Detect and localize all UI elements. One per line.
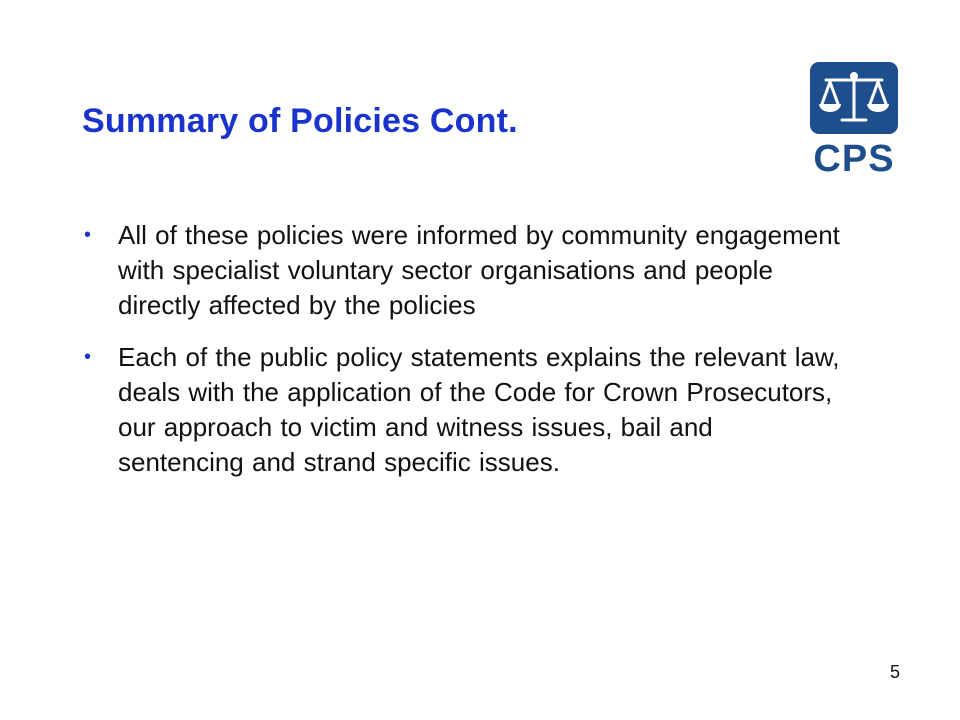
bullet-text: Each of the public policy statements explains the relevant law, deals with the application of the Code for Crown Prosecutors, our approach to victim and witness issues, bail and sentencing and strand specific issues. bbox=[118, 342, 840, 477]
bullet-dot-icon: • bbox=[84, 224, 92, 246]
logo-text: CPS bbox=[813, 138, 895, 180]
bullet-dot-icon: • bbox=[84, 346, 92, 368]
bullet-text: All of these policies were informed by community engagement with specialist voluntary sector organisations and people directly affected by the policies bbox=[118, 220, 840, 320]
cps-logo bbox=[806, 60, 902, 180]
bullet-list bbox=[82, 218, 842, 497]
slide-title: Summary of Policies Cont. bbox=[82, 102, 518, 140]
bullet-item bbox=[82, 218, 842, 323]
page-number: 5 bbox=[890, 662, 901, 682]
bullet-item bbox=[82, 340, 842, 480]
